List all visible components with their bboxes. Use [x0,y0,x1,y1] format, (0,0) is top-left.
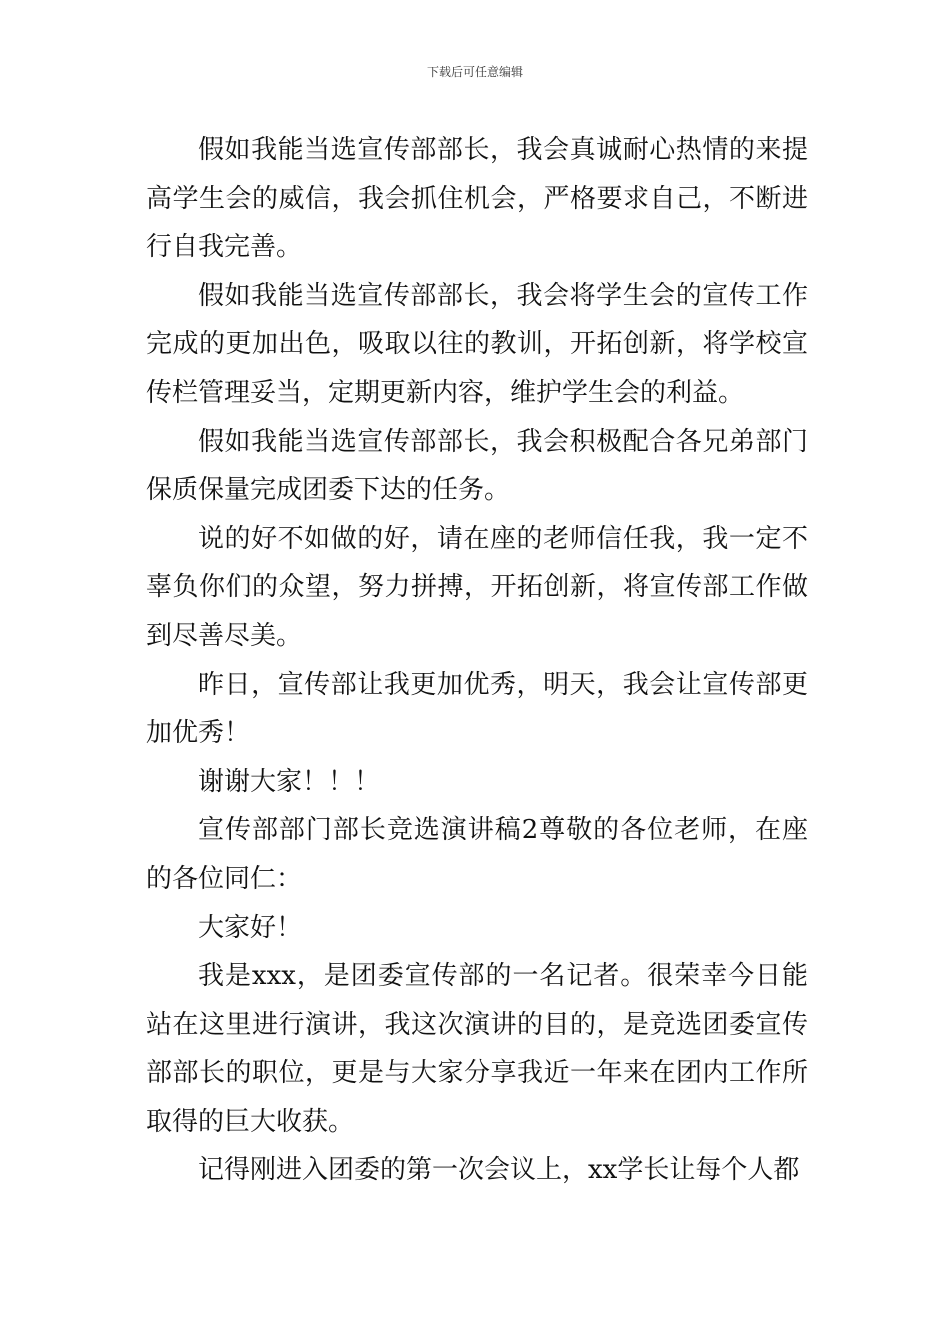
paragraph-4: 说的好不如做的好，请在座的老师信任我，我一定不辜负你们的众望，努力拼搏，开拓创新，将宣传部工作做到尽善尽美。 [146,523,808,651]
paragraph-10: 记得刚进入团委的第一次会议上，xx学长让每个人都 [198,1155,800,1186]
document-body [146,126,808,1195]
paragraph-1: 假如我能当选宣传部部长，我会真诚耐心热情的来提高学生会的威信，我会抓住机会，严格要求自己，不断进行自我完善。 [146,135,808,263]
paragraph-7: 宣传部部门部长竞选演讲稿2尊敬的各位老师，在座的各位同仁： [146,815,808,894]
paragraph-6: 谢谢大家！！！ [198,766,381,797]
paragraph-9: 我是xxx，是团委宣传部的一名记者。很荣幸今日能站在这里进行演讲，我这次演讲的目的，是竞选团委宣传部部长的职位，更是与大家分享我近一年来在团内工作所取得的巨大收获。 [146,961,808,1137]
paragraph-2: 假如我能当选宣传部部长，我会将学生会的宣传工作完成的更加出色，吸取以往的教训，开拓创新，将学校宣传栏管理妥当，定期更新内容，维护学生会的利益。 [146,280,808,408]
paragraph-5: 昨日，宣传部让我更加优秀，明天，我会让宣传部更加优秀！ [146,669,808,749]
paragraph-3: 假如我能当选宣传部部长，我会积极配合各兄弟部门保质保量完成团委下达的任务。 [146,426,808,506]
page-header: 下载后可任意编辑 [426,65,523,79]
paragraph-8: 大家好！ [198,912,303,943]
